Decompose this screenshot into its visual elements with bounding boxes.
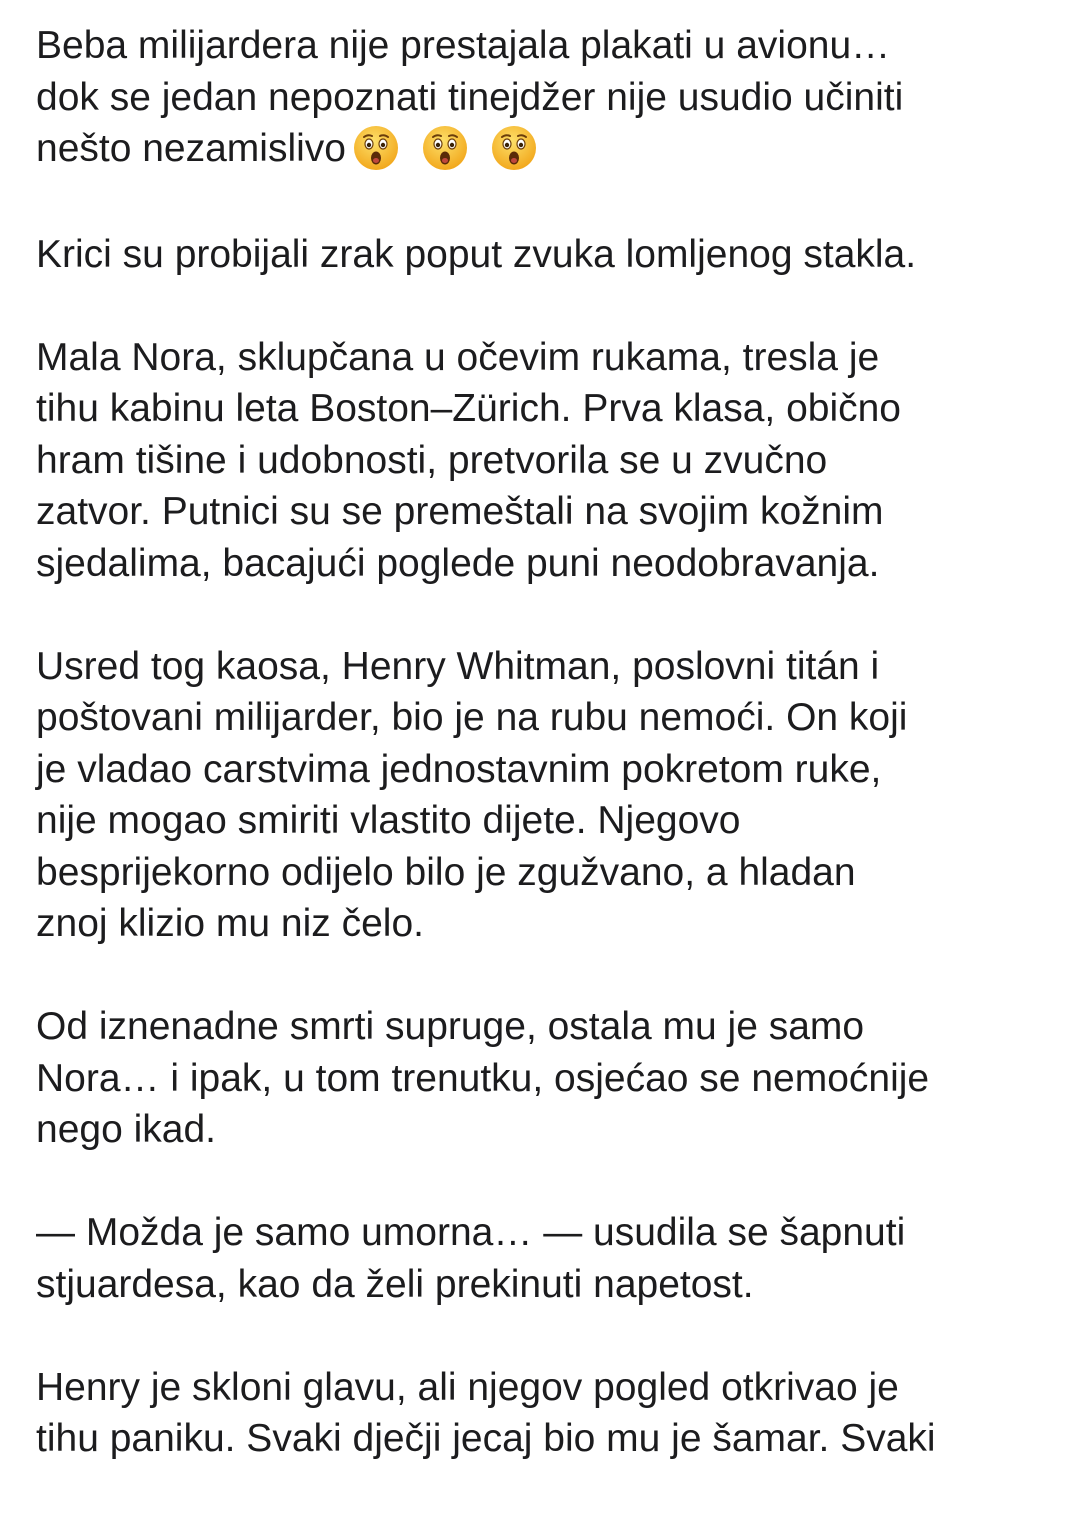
astonished-face-icon [421,124,469,172]
paragraph-headline [36,20,1046,177]
text-line: besprijekorno odijelo bilo je zgužvano, a hladan [36,850,856,894]
text-line: tihu kabinu leta Boston–Zürich. Prva klasa, obično [36,387,901,431]
text-line: nije mogao smiriti vlastito dijete. Njegovo [36,799,741,843]
paragraph [36,332,1046,590]
text-line: Henry je skloni glavu, ali njegov pogled otkrivao je [36,1365,899,1409]
text-line: Mala Nora, sklupčana u očevim rukama, tresla je [36,335,880,379]
paragraph-dialogue [36,1207,1046,1310]
text-line: tihu paniku. Svaki dječji jecaj bio mu je šamar. Svaki [36,1417,936,1461]
text-line: stjuardesa, kao da želi prekinuti napetost. [36,1262,754,1306]
text-line: hram tišine i udobnosti, pretvorila se u zvučno [36,438,828,482]
text-line: je vladao carstvima jednostavnim pokretom ruke, [36,747,882,791]
paragraph [36,1001,1046,1156]
text-line: — Možda je samo umorna… — usudila se šapnuti [36,1211,906,1255]
text-line: dok se jedan nepoznati tinejdžer nije usudio učiniti [36,75,904,119]
text-line: zatvor. Putnici su se premeštali na svojim kožnim [36,490,884,534]
text-line: sjedalima, bacajući poglede puni neodobravanja. [36,541,880,585]
text-line: Nora… i ipak, u tom trenutku, osjećao se nemoćnije [36,1056,930,1100]
text-line: poštovani milijarder, bio je na rubu nemoći. On koji [36,696,908,740]
text-line: Krici su probijali zrak poput zvuka lomljenog stakla. [36,232,917,276]
text-line: Usred tog kaosa, Henry Whitman, poslovni titán i [36,644,880,688]
text-line-with-emoji [36,123,1046,177]
emoji-row [352,124,548,178]
text-line: nego ikad. [36,1108,216,1152]
astonished-face-icon [490,124,538,172]
text-line: znoj klizio mu niz čelo. [36,902,424,946]
text-line: Beba milijardera nije prestajala plakati u avionu… [36,24,891,67]
paragraph [36,641,1046,950]
astonished-face-icon [352,124,400,172]
paragraph [36,1362,1046,1465]
text-line: nešto nezamislivo [36,127,346,170]
post-body [36,20,1046,1516]
paragraph [36,229,1046,281]
text-line: Od iznenadne smrti supruge, ostala mu je samo [36,1005,865,1049]
